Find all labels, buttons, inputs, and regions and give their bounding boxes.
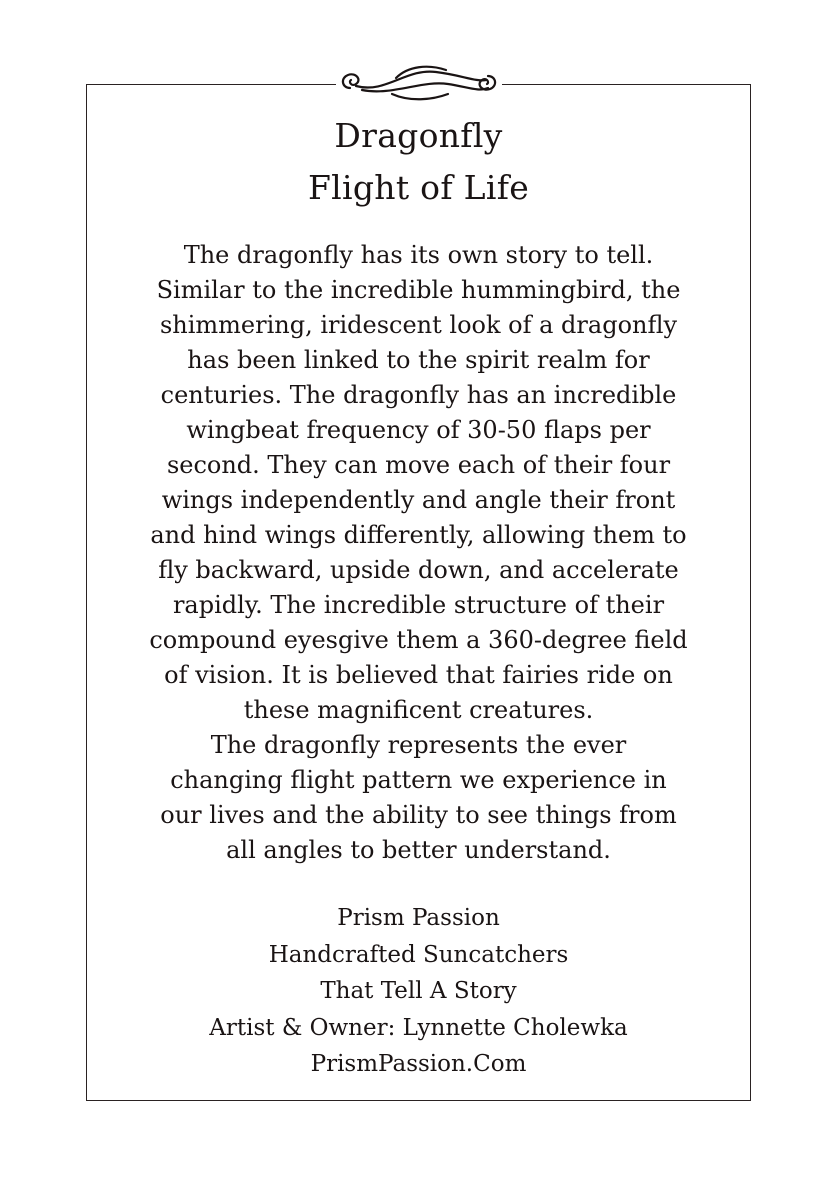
story-line: all angles to better understand.	[226, 836, 611, 864]
story-line: our lives and the ability to see things from	[160, 801, 677, 829]
story-line: The dragonfly has its own story to tell.	[183, 241, 654, 269]
story-line: centuries. The dragonfly has an incredible	[160, 381, 677, 409]
page-title-line2: Flight of Life	[307, 168, 530, 207]
story-line: second. They can move each of their four	[166, 451, 671, 479]
tagline-line2: That Tell A Story	[320, 978, 517, 1004]
story-line: of vision. It is believed that fairies ride on	[164, 661, 673, 689]
website-text: PrismPassion.Com	[310, 1051, 527, 1077]
story-line: compound eyesgive them a 360-degree field	[149, 626, 688, 654]
story-line: and hind wings differently, allowing them to	[150, 521, 687, 549]
story-line: changing flight pattern we experience in	[170, 766, 667, 794]
artist-credit: Artist & Owner: Lynnette Cholewka	[209, 1014, 628, 1041]
story-line: fly backward, upside down, and accelerate	[158, 556, 679, 584]
scroll-flourish-icon	[336, 58, 502, 106]
story-line: The dragonfly represents the ever	[210, 731, 627, 759]
story-line: these magnificent creatures.	[243, 696, 594, 724]
tagline-line1: Handcrafted Suncatchers	[268, 941, 569, 968]
business-name: Prism Passion	[337, 905, 500, 931]
story-line: wings independently and angle their front	[161, 486, 676, 514]
story-line: has been linked to the spirit realm for	[187, 346, 650, 374]
signature-block	[96, 900, 741, 1083]
page-title-line1: Dragonfly	[334, 116, 503, 155]
story-line: Similar to the incredible hummingbird, the	[156, 276, 681, 304]
story-line: shimmering, iridescent look of a dragonfly	[159, 311, 678, 339]
story-line: wingbeat frequency of 30-50 flaps per	[186, 416, 651, 444]
story-paragraph	[96, 238, 741, 868]
story-line: rapidly. The incredible structure of their	[172, 591, 665, 619]
